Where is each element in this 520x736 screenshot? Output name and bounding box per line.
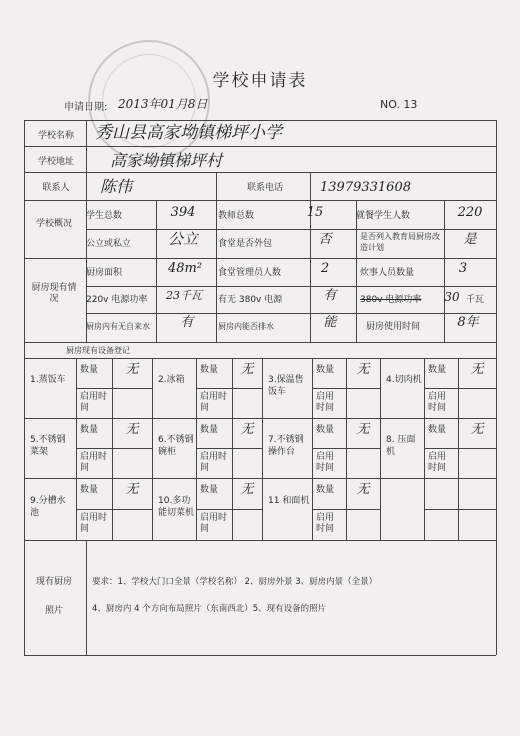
table-rule <box>112 358 113 540</box>
equipment-name: 11 和面机 <box>268 496 310 506</box>
equipment-time-label: 启用时间 <box>80 392 108 413</box>
equipment-time-label: 启用时间 <box>200 392 228 413</box>
equipment-qty-label: 数量 <box>428 365 447 375</box>
date-label: 申请日期: <box>64 102 108 113</box>
table-rule <box>458 358 459 540</box>
table-rule <box>196 509 262 510</box>
phone-value: 13979331608 <box>320 180 411 195</box>
has380-value: 有 <box>323 288 337 303</box>
table-rule <box>424 448 496 449</box>
table-rule <box>24 478 496 479</box>
teachers-value: 15 <box>306 205 324 220</box>
table-rule <box>24 358 496 359</box>
equipment-time-label: 启用时间 <box>200 513 228 534</box>
equipment-name: 1.蒸饭车 <box>30 375 66 385</box>
table-rule <box>196 448 262 449</box>
phone-label: 联系电话 <box>246 183 283 193</box>
equipment-name: 6.不锈钢碗柜 <box>158 435 194 457</box>
managers-value: 2 <box>320 261 330 276</box>
photo-requirements-line1: 要求：1、学校大门口全景（学校名称） 2、厨房外景 3、厨房内景（全景） <box>92 577 378 587</box>
table-rule <box>424 358 425 540</box>
equipment-name: 5.不锈钢菜架 <box>30 435 66 457</box>
equipment-qty-value: 无 <box>356 482 370 497</box>
table-rule <box>312 509 380 510</box>
table-rule <box>24 146 496 147</box>
equipment-qty-label: 数量 <box>80 365 99 375</box>
drain-label: 厨房内能否排水 <box>218 322 274 331</box>
equipment-name: 7.不锈钢操作台 <box>268 435 304 457</box>
students-value: 394 <box>170 205 196 220</box>
table-rule <box>76 358 77 540</box>
diners-label: 就餐学生人数 <box>356 211 411 221</box>
table-rule <box>24 258 496 259</box>
table-rule <box>24 540 496 541</box>
years-label: 厨房使用时间 <box>366 322 421 332</box>
equipment-time-label: 启用时间 <box>200 452 228 473</box>
table-rule <box>312 358 313 540</box>
table-rule <box>152 358 153 540</box>
years-value: 8年 <box>457 315 479 330</box>
table-rule <box>76 388 152 389</box>
table-rule <box>76 448 152 449</box>
contact-label: 联系人 <box>42 183 70 193</box>
table-rule <box>346 358 347 540</box>
equipment-name: 10.多功能切菜机 <box>158 496 195 518</box>
equipment-qty-value: 无 <box>356 362 370 377</box>
contact-value: 陈伟 <box>100 177 133 196</box>
equipment-qty-label: 数量 <box>316 485 335 495</box>
overview-label: 学校概况 <box>35 219 72 229</box>
equipment-name: 4.切肉机 <box>386 375 422 385</box>
teachers-label: 教师总数 <box>218 211 255 221</box>
table-rule <box>86 120 87 342</box>
cooks-value: 3 <box>458 261 468 276</box>
table-rule <box>24 342 496 343</box>
school-name-value: 秀山县高家坳镇梯坪小学 <box>95 123 282 143</box>
area-label: 厨房面积 <box>86 268 123 278</box>
kitchen-label: 厨房现有情况 <box>31 283 77 304</box>
equipment-qty-value: 无 <box>240 362 254 377</box>
equipment-qty-value: 无 <box>125 482 139 497</box>
table-rule <box>24 200 496 201</box>
table-rule <box>196 358 197 540</box>
water-label: 厨房内有无自来水 <box>86 322 150 331</box>
drain-value: 能 <box>323 315 337 330</box>
equipment-time-label: 启用时间 <box>316 513 335 534</box>
school-type-value: 公立 <box>167 230 198 248</box>
equipment-qty-value: 无 <box>125 362 139 377</box>
power380-value: 30 <box>444 290 460 304</box>
equipment-qty-value: 无 <box>356 422 370 437</box>
equipment-qty-label: 数量 <box>200 485 219 495</box>
table-rule <box>312 448 380 449</box>
photos-label-line1: 现有厨房 <box>35 577 72 587</box>
photos-label-line2: 照片 <box>44 606 63 616</box>
equipment-time-label: 启用时间 <box>80 452 108 473</box>
power220-value: 23千瓦 <box>166 289 202 302</box>
equipment-time-label: 启用时间 <box>80 513 108 534</box>
table-rule <box>424 388 496 389</box>
table-rule <box>424 509 496 510</box>
power380-unit: 千瓦 <box>466 295 485 305</box>
equipment-time-label: 启用时间 <box>316 452 335 473</box>
date-value: 2013年01月8日 <box>118 97 208 111</box>
table-border-right <box>496 120 497 655</box>
table-rule <box>380 358 381 540</box>
equipment-name: 9.分槽水池 <box>30 496 66 518</box>
equipment-qty-value: 无 <box>125 422 139 437</box>
outsourced-value: 否 <box>318 232 332 247</box>
school-type-label: 公立或私立 <box>86 239 132 249</box>
renovation-plan-label: 是否列入教育局厨房改造计划 <box>360 232 440 252</box>
table-rule <box>312 388 380 389</box>
equipment-qty-label: 数量 <box>200 365 219 375</box>
power220-label: 220v 电源功率 <box>86 295 148 305</box>
managers-label: 食堂管理员人数 <box>218 268 282 278</box>
table-rule <box>86 286 496 287</box>
table-rule <box>262 358 263 540</box>
table-rule <box>232 358 233 540</box>
equipment-name: 3.保温售饭车 <box>268 375 304 397</box>
table-rule <box>196 388 262 389</box>
equipment-qty-label: 数量 <box>80 485 99 495</box>
equipment-name: 2.冰箱 <box>158 375 185 385</box>
photo-requirements-line2: 4、厨房内 4 个方向布局照片（东南西北）5、现有设备的照片 <box>92 604 327 614</box>
form-number: NO. 13 <box>380 98 418 111</box>
cooks-label: 炊事人员数量 <box>360 268 415 278</box>
renovation-plan-value: 是 <box>463 232 477 247</box>
equipment-qty-label: 数量 <box>80 425 99 435</box>
equipment-qty-label: 数量 <box>316 365 335 375</box>
equipment-qty-value: 无 <box>470 422 484 437</box>
table-rule <box>76 509 152 510</box>
equipment-time-label: 启用时间 <box>428 452 447 473</box>
equipment-qty-value: 无 <box>240 482 254 497</box>
school-address-value: 高家坳镇梯坪村 <box>110 151 223 170</box>
table-rule <box>310 172 311 200</box>
school-address-label: 学校地址 <box>37 157 74 167</box>
equipment-section-label: 厨房现有设备登记 <box>66 346 130 355</box>
equipment-qty-label: 数量 <box>428 425 447 435</box>
table-rule <box>24 418 496 419</box>
table-border-bottom <box>24 655 496 656</box>
school-name-label: 学校名称 <box>37 131 74 141</box>
equipment-qty-value: 无 <box>240 422 254 437</box>
equipment-qty-label: 数量 <box>316 425 335 435</box>
table-rule <box>86 540 87 655</box>
students-label: 学生总数 <box>86 211 123 221</box>
equipment-time-label: 启用时间 <box>428 392 447 413</box>
table-rule <box>86 229 496 230</box>
power380-label: 380v 电源功率 <box>360 295 422 305</box>
form-title: 学校申请表 <box>212 71 308 91</box>
table-rule <box>216 200 217 342</box>
equipment-qty-value: 无 <box>470 362 484 377</box>
area-value: 48m² <box>167 261 203 276</box>
outsourced-label: 食堂是否外包 <box>218 239 273 249</box>
diners-value: 220 <box>457 205 483 220</box>
has380-label: 有无 380v 电源 <box>218 295 283 305</box>
equipment-qty-label: 数量 <box>200 425 219 435</box>
equipment-name: 8. 压面机 <box>386 435 416 457</box>
table-rule <box>86 313 496 314</box>
water-value: 有 <box>180 315 194 330</box>
equipment-time-label: 启用时间 <box>316 392 335 413</box>
